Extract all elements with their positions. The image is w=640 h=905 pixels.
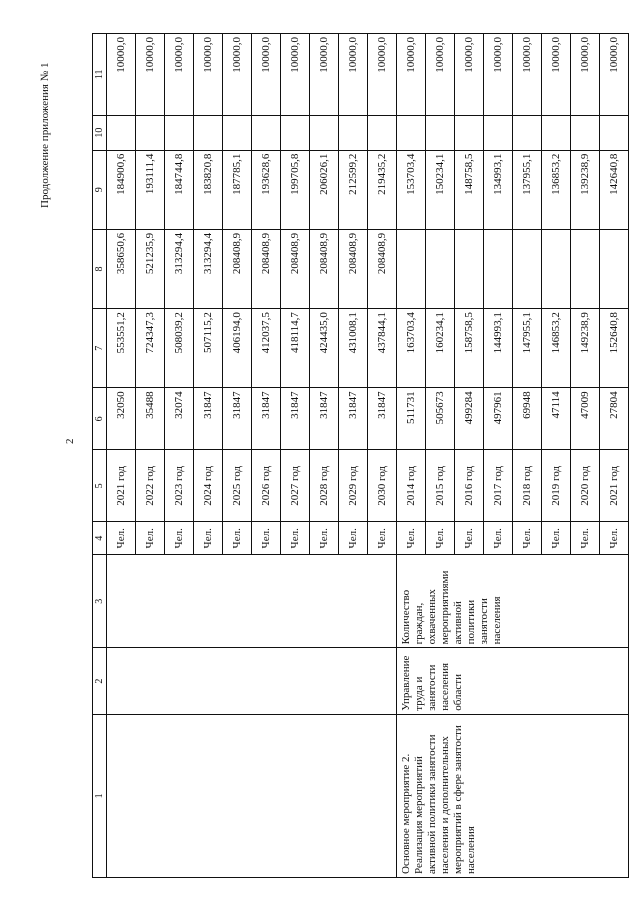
local-funding-cell [223, 115, 252, 150]
year-cell: 2019 год [542, 450, 571, 522]
table-row [397, 34, 426, 878]
federal-funding-cell: 313294,4 [165, 229, 194, 308]
other-funding-cell: 10000,0 [600, 34, 629, 116]
col-number-4: 4 [93, 522, 107, 555]
total-funding-cell: 431008,1 [339, 309, 368, 388]
indicator-value-cell: 499284 [455, 388, 484, 450]
local-funding-cell [107, 115, 136, 150]
total-funding-cell: 437844,1 [368, 309, 397, 388]
total-funding-cell: 144993,1 [484, 309, 513, 388]
col-number-9: 9 [93, 150, 107, 229]
regional-funding-cell: 139238,9 [571, 150, 600, 229]
federal-funding-cell [397, 229, 426, 308]
local-funding-cell [397, 115, 426, 150]
unit-cell: Чел. [397, 522, 426, 555]
other-funding-cell: 10000,0 [339, 34, 368, 116]
regional-funding-cell: 136853,2 [542, 150, 571, 229]
block1-rows [107, 34, 397, 878]
other-funding-cell: 10000,0 [223, 34, 252, 116]
federal-funding-cell [542, 229, 571, 308]
federal-funding-cell: 208408,9 [252, 229, 281, 308]
regional-funding-cell: 184900,6 [107, 150, 136, 229]
local-funding-cell [513, 115, 542, 150]
year-cell: 2021 год [107, 450, 136, 522]
unit-cell: Чел. [310, 522, 339, 555]
unit-cell: Чел. [223, 522, 252, 555]
regional-funding-cell: 153703,4 [397, 150, 426, 229]
indicator-value-cell: 511731 [397, 388, 426, 450]
unit-cell: Чел. [136, 522, 165, 555]
appendix-continuation-caption: Продолжение приложения № 1 [39, 62, 51, 208]
year-cell: 2027 год [281, 450, 310, 522]
year-cell: 2029 год [339, 450, 368, 522]
indicator-value-cell: 69948 [513, 388, 542, 450]
other-funding-cell: 10000,0 [281, 34, 310, 116]
year-cell: 2018 год [513, 450, 542, 522]
year-cell: 2014 год [397, 450, 426, 522]
indicator-value-cell: 31847 [252, 388, 281, 450]
table-row [107, 34, 136, 878]
indicator-value-cell: 31847 [194, 388, 223, 450]
total-funding-cell: 724347,3 [136, 309, 165, 388]
regional-funding-cell: 183820,8 [194, 150, 223, 229]
year-cell: 2020 год [571, 450, 600, 522]
federal-funding-cell [571, 229, 600, 308]
year-cell: 2016 год [455, 450, 484, 522]
year-cell: 2015 год [426, 450, 455, 522]
indicator-value-cell: 32074 [165, 388, 194, 450]
local-funding-cell [542, 115, 571, 150]
year-cell: 2026 год [252, 450, 281, 522]
other-funding-cell: 10000,0 [252, 34, 281, 116]
unit-cell: Чел. [426, 522, 455, 555]
local-funding-cell [136, 115, 165, 150]
program-funding-table [92, 33, 629, 878]
regional-funding-cell: 212599,2 [339, 150, 368, 229]
col-number-8: 8 [93, 229, 107, 308]
indicator-value-cell: 31847 [339, 388, 368, 450]
total-funding-cell: 412037,5 [252, 309, 281, 388]
regional-funding-cell: 148758,5 [455, 150, 484, 229]
federal-funding-cell: 208408,9 [339, 229, 368, 308]
year-cell: 2028 год [310, 450, 339, 522]
unit-cell: Чел. [513, 522, 542, 555]
total-funding-cell: 418114,7 [281, 309, 310, 388]
regional-funding-cell: 134993,1 [484, 150, 513, 229]
year-cell: 2017 год [484, 450, 513, 522]
other-funding-cell: 10000,0 [165, 34, 194, 116]
federal-funding-cell: 358650,6 [107, 229, 136, 308]
page-number: 2 [64, 438, 76, 444]
local-funding-cell [455, 115, 484, 150]
total-funding-cell: 406194,0 [223, 309, 252, 388]
federal-funding-cell: 521235,9 [136, 229, 165, 308]
local-funding-cell [165, 115, 194, 150]
total-funding-cell: 152640,8 [600, 309, 629, 388]
regional-funding-cell: 206026,1 [310, 150, 339, 229]
unit-cell: Чел. [339, 522, 368, 555]
col-number-6: 6 [93, 388, 107, 450]
regional-funding-cell: 150234,1 [426, 150, 455, 229]
block2-rows [397, 34, 629, 878]
local-funding-cell [368, 115, 397, 150]
other-funding-cell: 10000,0 [571, 34, 600, 116]
indicator-value-cell: 32050 [107, 388, 136, 450]
year-cell: 2030 год [368, 450, 397, 522]
total-funding-cell: 158758,5 [455, 309, 484, 388]
unit-cell: Чел. [368, 522, 397, 555]
block1-activity-cell [107, 714, 397, 877]
indicator-value-cell: 31847 [281, 388, 310, 450]
total-funding-cell: 553551,2 [107, 309, 136, 388]
federal-funding-cell [426, 229, 455, 308]
local-funding-cell [426, 115, 455, 150]
unit-cell: Чел. [107, 522, 136, 555]
total-funding-cell: 149238,9 [571, 309, 600, 388]
other-funding-cell: 10000,0 [426, 34, 455, 116]
col-number-3: 3 [93, 555, 107, 648]
local-funding-cell [281, 115, 310, 150]
col-number-1: 1 [93, 714, 107, 877]
total-funding-cell: 507115,2 [194, 309, 223, 388]
activity-description-cell: Основное мероприятие 2. Реализация мероприятий активной политики занятости населения и дополнительных мероприятий в сфере занятости населения [397, 714, 629, 877]
executor-cell: Управление труда и занятости населения области [397, 648, 629, 714]
other-funding-cell: 10000,0 [455, 34, 484, 116]
block1-indicator-cell [107, 555, 397, 648]
indicator-value-cell: 31847 [223, 388, 252, 450]
unit-cell: Чел. [281, 522, 310, 555]
regional-funding-cell: 199705,8 [281, 150, 310, 229]
local-funding-cell [600, 115, 629, 150]
local-funding-cell [484, 115, 513, 150]
local-funding-cell [194, 115, 223, 150]
unit-cell: Чел. [484, 522, 513, 555]
other-funding-cell: 10000,0 [136, 34, 165, 116]
column-number-row [93, 34, 107, 878]
indicator-value-cell: 505673 [426, 388, 455, 450]
year-cell: 2022 год [136, 450, 165, 522]
indicator-value-cell: 497961 [484, 388, 513, 450]
year-cell: 2025 год [223, 450, 252, 522]
other-funding-cell: 10000,0 [194, 34, 223, 116]
indicator-value-cell: 47009 [571, 388, 600, 450]
indicator-name-cell: Количество граждан, охваченных мероприятиями активной политики занятости населения [397, 555, 629, 648]
other-funding-cell: 10000,0 [397, 34, 426, 116]
federal-funding-cell: 208408,9 [310, 229, 339, 308]
regional-funding-cell: 187785,1 [223, 150, 252, 229]
total-funding-cell: 160234,1 [426, 309, 455, 388]
local-funding-cell [571, 115, 600, 150]
unit-cell: Чел. [571, 522, 600, 555]
col-number-5: 5 [93, 450, 107, 522]
regional-funding-cell: 193628,6 [252, 150, 281, 229]
col-number-11: 11 [93, 34, 107, 116]
federal-funding-cell [455, 229, 484, 308]
other-funding-cell: 10000,0 [368, 34, 397, 116]
col-number-2: 2 [93, 648, 107, 714]
year-cell: 2021 год [600, 450, 629, 522]
other-funding-cell: 10000,0 [107, 34, 136, 116]
regional-funding-cell: 184744,8 [165, 150, 194, 229]
other-funding-cell: 10000,0 [484, 34, 513, 116]
unit-cell: Чел. [542, 522, 571, 555]
total-funding-cell: 424435,0 [310, 309, 339, 388]
indicator-value-cell: 27804 [600, 388, 629, 450]
regional-funding-cell: 193111,4 [136, 150, 165, 229]
total-funding-cell: 163703,4 [397, 309, 426, 388]
total-funding-cell: 147955,1 [513, 309, 542, 388]
rotated-table-page [92, 33, 620, 878]
block1-executor-cell [107, 648, 397, 714]
col-number-7: 7 [93, 309, 107, 388]
total-funding-cell: 146853,2 [542, 309, 571, 388]
unit-cell: Чел. [194, 522, 223, 555]
year-cell: 2023 год [165, 450, 194, 522]
indicator-value-cell: 35488 [136, 388, 165, 450]
local-funding-cell [339, 115, 368, 150]
indicator-value-cell: 31847 [368, 388, 397, 450]
federal-funding-cell [513, 229, 542, 308]
federal-funding-cell: 208408,9 [368, 229, 397, 308]
unit-cell: Чел. [252, 522, 281, 555]
other-funding-cell: 10000,0 [542, 34, 571, 116]
regional-funding-cell: 137955,1 [513, 150, 542, 229]
col-number-10: 10 [93, 115, 107, 150]
year-cell: 2024 год [194, 450, 223, 522]
federal-funding-cell: 208408,9 [281, 229, 310, 308]
unit-cell: Чел. [165, 522, 194, 555]
other-funding-cell: 10000,0 [310, 34, 339, 116]
local-funding-cell [310, 115, 339, 150]
indicator-value-cell: 47114 [542, 388, 571, 450]
total-funding-cell: 508039,2 [165, 309, 194, 388]
local-funding-cell [252, 115, 281, 150]
unit-cell: Чел. [600, 522, 629, 555]
regional-funding-cell: 219435,2 [368, 150, 397, 229]
other-funding-cell: 10000,0 [513, 34, 542, 116]
federal-funding-cell: 313294,4 [194, 229, 223, 308]
regional-funding-cell: 142640,8 [600, 150, 629, 229]
federal-funding-cell [484, 229, 513, 308]
federal-funding-cell [600, 229, 629, 308]
indicator-value-cell: 31847 [310, 388, 339, 450]
unit-cell: Чел. [455, 522, 484, 555]
federal-funding-cell: 208408,9 [223, 229, 252, 308]
